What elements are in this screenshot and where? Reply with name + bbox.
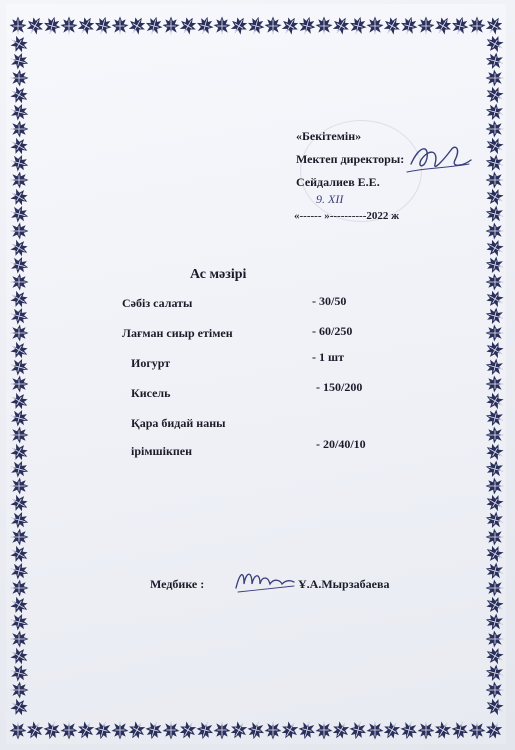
leaf-ornament-icon xyxy=(10,681,28,698)
leaf-ornament-icon xyxy=(125,13,149,37)
leaf-ornament-icon xyxy=(7,695,31,719)
leaf-ornament-icon xyxy=(213,721,230,739)
leaf-ornament-icon xyxy=(468,17,485,35)
leaf-ornament-icon xyxy=(486,579,504,596)
leaf-ornament-icon xyxy=(23,718,47,742)
leaf-ornament-icon xyxy=(7,185,31,209)
menu-item-name: ірімшікпен xyxy=(131,444,193,458)
leaf-ornament-icon xyxy=(60,17,77,35)
leaf-ornament-icon xyxy=(484,50,506,71)
menu-item-name: Кисель xyxy=(131,386,171,400)
leaf-ornament-icon xyxy=(74,13,98,37)
leaf-ornament-icon xyxy=(176,718,200,742)
leaf-ornament-icon xyxy=(482,134,506,158)
leaf-ornament-icon xyxy=(484,458,506,479)
leaf-ornament-icon xyxy=(484,407,506,428)
leaf-ornament-icon xyxy=(482,236,506,260)
leaf-ornament-icon xyxy=(7,338,31,362)
leaf-ornament-icon xyxy=(278,13,302,37)
leaf-ornament-icon xyxy=(10,273,28,290)
leaf-ornament-icon xyxy=(111,721,128,739)
leaf-ornament-icon xyxy=(162,17,179,35)
leaf-ornament-icon xyxy=(23,13,47,37)
leaf-ornament-icon xyxy=(380,718,404,742)
menu-item-amount: - 1 шт xyxy=(312,350,345,364)
leaf-ornament-icon xyxy=(10,630,28,647)
leaf-ornament-icon xyxy=(213,17,230,35)
leaf-ornament-icon xyxy=(9,51,31,72)
leaf-ornament-icon xyxy=(431,718,455,742)
leaf-ornament-icon xyxy=(468,721,485,739)
menu-item-name: Сәбіз салаты xyxy=(122,296,193,310)
leaf-ornament-icon xyxy=(7,491,31,515)
leaf-ornament-icon xyxy=(484,509,506,530)
leaf-ornament-icon xyxy=(398,720,419,742)
leaf-ornament-icon xyxy=(486,273,504,290)
leaf-ornament-icon xyxy=(9,408,31,429)
leaf-ornament-icon xyxy=(449,720,470,742)
leaf-ornament-icon xyxy=(486,69,504,86)
leaf-ornament-icon xyxy=(484,611,506,632)
leaf-ornament-icon xyxy=(10,69,28,86)
leaf-ornament-icon xyxy=(9,306,31,327)
nurse-label: Медбике : xyxy=(150,577,205,591)
leaf-ornament-icon xyxy=(10,375,28,392)
leaf-ornament-icon xyxy=(486,375,504,392)
leaf-ornament-icon xyxy=(417,17,434,35)
leaf-ornament-icon xyxy=(7,593,31,617)
leaf-ornament-icon xyxy=(246,15,267,37)
leaf-ornament-icon xyxy=(315,17,332,35)
leaf-ornament-icon xyxy=(482,542,506,566)
leaf-ornament-icon xyxy=(417,721,434,739)
leaf-ornament-icon xyxy=(7,236,31,260)
leaf-ornament-icon xyxy=(9,459,31,480)
leaf-ornament-icon xyxy=(9,663,31,684)
leaf-ornament-icon xyxy=(111,17,128,35)
leaf-ornament-icon xyxy=(7,440,31,464)
leaf-ornament-icon xyxy=(484,356,506,377)
leaf-ornament-icon xyxy=(125,718,149,742)
leaf-ornament-icon xyxy=(486,528,504,545)
leaf-ornament-icon xyxy=(10,222,28,239)
leaf-ornament-icon xyxy=(9,357,31,378)
leaf-ornament-icon xyxy=(10,426,28,443)
nurse-name: Ұ.А.Мырзабаева xyxy=(298,577,390,591)
menu-item-amount: - 20/40/10 xyxy=(316,437,366,451)
leaf-ornament-icon xyxy=(297,15,318,37)
leaf-ornament-icon xyxy=(347,720,368,742)
leaf-ornament-icon xyxy=(9,561,31,582)
leaf-ornament-icon xyxy=(278,718,302,742)
leaf-ornament-icon xyxy=(484,662,506,683)
leaf-ornament-icon xyxy=(60,721,77,739)
leaf-ornament-icon xyxy=(9,204,31,225)
leaf-ornament-icon xyxy=(450,15,471,37)
leaf-ornament-icon xyxy=(482,593,506,617)
leaf-ornament-icon xyxy=(7,134,31,158)
leaf-ornament-icon xyxy=(484,203,506,224)
leaf-ornament-icon xyxy=(74,718,98,742)
leaf-ornament-icon xyxy=(482,185,506,209)
leaf-ornament-icon xyxy=(9,510,31,531)
leaf-ornament-icon xyxy=(227,13,251,37)
leaf-ornament-icon xyxy=(9,102,31,123)
leaf-ornament-icon xyxy=(484,305,506,326)
leaf-ornament-icon xyxy=(227,718,251,742)
leaf-ornament-icon xyxy=(7,287,31,311)
leaf-ornament-icon xyxy=(366,721,383,739)
director-label: Мектеп директоры: xyxy=(296,152,405,166)
leaf-ornament-icon xyxy=(486,171,504,188)
leaf-ornament-icon xyxy=(366,17,383,35)
leaf-ornament-icon xyxy=(486,681,504,698)
leaf-ornament-icon xyxy=(380,13,404,37)
leaf-ornament-icon xyxy=(482,32,506,56)
leaf-ornament-icon xyxy=(9,721,26,739)
leaf-ornament-icon xyxy=(482,491,506,515)
leaf-ornament-icon xyxy=(348,15,369,37)
leaf-ornament-icon xyxy=(7,542,31,566)
leaf-ornament-icon xyxy=(296,720,317,742)
menu-item-name: Иогурт xyxy=(131,356,171,370)
leaf-ornament-icon xyxy=(162,721,179,739)
leaf-ornament-icon xyxy=(7,389,31,413)
leaf-ornament-icon xyxy=(9,153,31,174)
leaf-ornament-icon xyxy=(10,477,28,494)
menu-item-amount: - 30/50 xyxy=(312,294,347,308)
leaf-ornament-icon xyxy=(486,630,504,647)
menu-item-amount: - 150/200 xyxy=(316,380,363,394)
leaf-ornament-icon xyxy=(10,579,28,596)
leaf-ornament-icon xyxy=(144,15,165,37)
leaf-ornament-icon xyxy=(482,389,506,413)
leaf-ornament-icon xyxy=(245,720,266,742)
leaf-ornament-icon xyxy=(315,721,332,739)
leaf-ornament-icon xyxy=(10,324,28,341)
leaf-ornament-icon xyxy=(9,612,31,633)
leaf-ornament-icon xyxy=(482,13,506,37)
menu-item-name: Қара бидай наны xyxy=(131,416,226,430)
leaf-ornament-icon xyxy=(195,15,216,37)
leaf-ornament-icon xyxy=(264,721,281,739)
leaf-ornament-icon xyxy=(194,720,215,742)
menu-item-amount: - 60/250 xyxy=(312,324,353,338)
leaf-ornament-icon xyxy=(486,120,504,137)
leaf-ornament-icon xyxy=(176,13,200,37)
leaf-ornament-icon xyxy=(431,13,455,37)
leaf-ornament-icon xyxy=(9,17,26,35)
director-signature xyxy=(405,138,475,183)
leaf-ornament-icon xyxy=(486,477,504,494)
director-name: Сейдалиев Е.Е. xyxy=(296,175,380,189)
leaf-ornament-icon xyxy=(484,560,506,581)
leaf-ornament-icon xyxy=(329,13,353,37)
leaf-ornament-icon xyxy=(264,17,281,35)
leaf-ornament-icon xyxy=(482,718,506,742)
leaf-ornament-icon xyxy=(399,15,420,37)
leaf-ornament-icon xyxy=(482,644,506,668)
approval-date-line: «------ »----------2022 ж xyxy=(294,210,400,222)
nurse-signature xyxy=(232,566,297,598)
leaf-ornament-icon xyxy=(482,440,506,464)
leaf-ornament-icon xyxy=(7,32,31,56)
leaf-ornament-icon xyxy=(486,324,504,341)
leaf-ornament-icon xyxy=(143,720,164,742)
leaf-ornament-icon xyxy=(329,718,353,742)
leaf-ornament-icon xyxy=(486,426,504,443)
leaf-ornament-icon xyxy=(10,528,28,545)
leaf-ornament-icon xyxy=(7,644,31,668)
menu-title: Ас мәзірі xyxy=(190,267,247,282)
leaf-ornament-icon xyxy=(92,720,113,742)
leaf-ornament-icon xyxy=(482,695,506,719)
leaf-ornament-icon xyxy=(10,171,28,188)
leaf-ornament-icon xyxy=(486,222,504,239)
leaf-ornament-icon xyxy=(482,287,506,311)
leaf-ornament-icon xyxy=(482,338,506,362)
leaf-ornament-icon xyxy=(482,83,506,107)
leaf-ornament-icon xyxy=(10,120,28,137)
menu-item-name: Лағман сиыр етімен xyxy=(122,326,233,340)
approval-label: «Бекітемін» xyxy=(296,129,362,143)
leaf-ornament-icon xyxy=(41,720,62,742)
leaf-ornament-icon xyxy=(7,83,31,107)
handwritten-date: 9. XII xyxy=(316,192,344,206)
leaf-ornament-icon xyxy=(484,152,506,173)
leaf-ornament-icon xyxy=(484,101,506,122)
leaf-ornament-icon xyxy=(42,15,63,37)
leaf-ornament-icon xyxy=(93,15,114,37)
leaf-ornament-icon xyxy=(9,255,31,276)
leaf-ornament-icon xyxy=(484,254,506,275)
